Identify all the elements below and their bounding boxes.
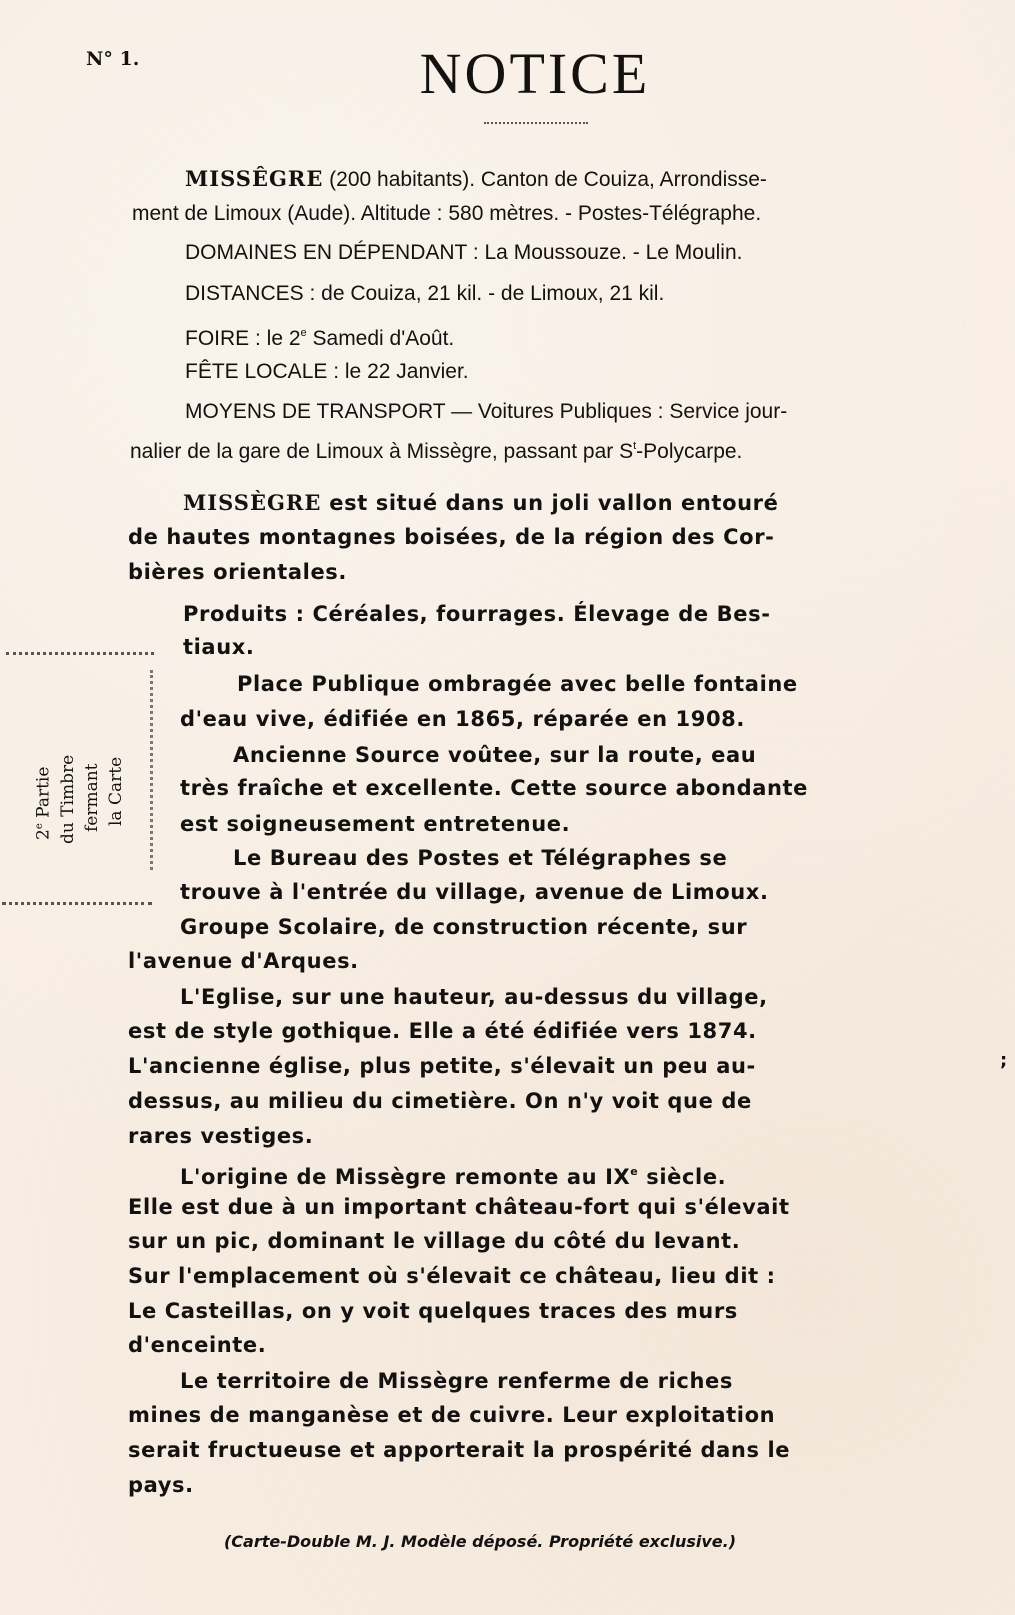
body-line: L'Eglise, sur une hauteur, au-dessus du village, [180,985,768,1009]
info-text: (200 habitants). Canton de Couiza, Arrondisse- [323,168,767,191]
village-name: MISSÊGRE [185,166,324,191]
info-line-2: ment de Limoux (Aude). Altitude : 580 mètres. - Postes-Télégraphe. [132,202,762,225]
stamp-label-line: la Carte [105,756,126,826]
body-line: l'avenue d'Arques. [128,949,359,973]
village-name: MISSÈGRE [183,490,322,515]
info-line-6 [185,357,469,387]
body-line: pays. [128,1473,194,1497]
info-label: FÊTE LOCALE [185,360,328,383]
superscript: e [300,327,307,339]
body-line: Le Bureau des Postes et Télégraphes se [233,846,728,870]
superscript: e [630,1165,639,1178]
info-text: -Polycarpe. [636,440,743,463]
info-label: MOYENS DE TRANSPORT [185,400,446,423]
info-text: — Voitures Publiques : Service jour- [445,400,788,423]
body-line: dessus, au milieu du cimetière. On n'y voit que de [128,1089,752,1113]
stamp-label-line [28,680,56,880]
stamp-text: Partie [33,766,54,824]
body-line: d'eau vive, édifiée en 1865, réparée en 1908. [180,707,745,731]
info-label: DOMAINES EN DÉPENDANT [185,241,467,264]
body-line: L'ancienne église, plus petite, s'élevait un peu au- [128,1054,756,1078]
body-line: est soigneusement entretenue. [180,812,571,836]
body-line: serait fructueuse et apporterait la prospérité dans le [128,1438,791,1462]
superscript: e [34,823,45,830]
body-line [183,488,778,518]
card-number: N° 1. [86,48,140,70]
stamp-label-line: fermant [81,763,102,832]
body-line: bières orientales. [128,560,347,584]
info-line-8 [130,431,742,467]
info-line-1 [185,164,767,195]
body-line: rares vestiges. [128,1124,314,1148]
body-line: Le Casteillas, on y voit quelques traces des murs [128,1299,738,1323]
info-text: : de Couiza, 21 kil. - de Limoux, 21 kil. [303,282,665,305]
info-label: DISTANCES [185,282,304,305]
info-text: : La Moussouze. - Le Moulin. [467,241,743,264]
stamp-area-top-border [6,652,154,655]
info-line-4 [185,279,664,309]
info-text: : le 22 Janvier. [327,360,469,383]
info-line-5 [185,318,454,354]
body-line: Produits : Céréales, fourrages. Élevage de Bes- [183,602,771,626]
body-line: trouve à l'entrée du village, avenue de Limoux. [180,880,769,904]
body-line: sur un pic, dominant le village du côté du levant. [128,1229,741,1253]
info-line-7 [185,397,787,427]
stamp-text: 2 [33,829,54,840]
body-line: de hautes montagnes boisées, de la région des Cor- [128,525,775,549]
body-text: siècle. [638,1165,727,1189]
body-line: d'enceinte. [128,1333,267,1357]
stamp-area-bottom-border [2,902,152,905]
stamp-area-right-border [150,670,153,870]
title-divider [484,122,588,124]
body-text: est situé dans un joli vallon entouré [321,491,779,515]
body-line [180,1157,726,1192]
publisher-footer: (Carte-Double M. J. Modèle déposé. Propriété exclusive.) [223,1532,737,1551]
info-text: Samedi d'Août. [306,327,455,350]
body-line: tiaux. [183,635,255,659]
body-line: Elle est due à un important château-fort qui s'élevait [128,1195,790,1219]
body-line: Le territoire de Missègre renferme de riches [180,1369,733,1393]
info-line-3 [185,238,742,268]
info-text: nalier de la gare de Limoux à Missègre, passant par S [130,440,634,463]
stamp-area-label [28,680,128,880]
body-line: Groupe Scolaire, de construction récente, sur [180,915,748,939]
body-text: L'origine de Missègre remonte au IX [180,1165,631,1189]
body-line: Sur l'emplacement où s'élevait ce château, lieu dit : [128,1264,776,1288]
body-line: très fraîche et excellente. Cette source abondante [180,776,809,800]
body-line: est de style gothique. Elle a été édifiée vers 1874. [128,1019,757,1043]
superscript: t [633,440,637,452]
body-line: mines de manganèse et de cuivre. Leur exploitation [128,1403,776,1427]
info-text: : le 2 [249,327,301,350]
body-line: Place Publique ombragée avec belle fontaine [237,672,798,696]
body-line: Ancienne Source voûtee, sur la route, eau [233,743,757,767]
page-title: NOTICE [419,41,651,106]
stamp-label-line: du Timbre [57,754,78,844]
info-label: FOIRE [185,327,250,350]
edge-mark: ; [1000,1050,1008,1071]
